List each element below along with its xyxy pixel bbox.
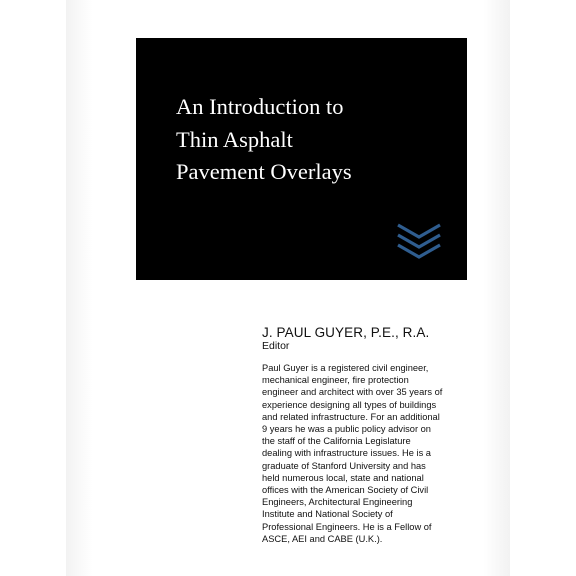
chevrons-down-icon xyxy=(396,222,442,262)
bio-line: Engineers, Architectural Engineering xyxy=(262,497,413,508)
title-line: An Introduction to xyxy=(176,94,344,119)
title-line: Thin Asphalt xyxy=(176,126,293,152)
title-block xyxy=(136,38,467,280)
bio-line: dealing with infrastructure issues. He is a xyxy=(262,448,431,459)
bio-line: Institute and National Society of xyxy=(262,509,393,520)
title-line: Pavement Overlays xyxy=(176,159,352,184)
bio-line: ASCE, AEI and CABE (U.K.). xyxy=(262,533,383,544)
bio-line: Professional Engineers. He is a Fellow of xyxy=(262,521,432,532)
bio-line: graduate of Stanford University and has xyxy=(262,460,426,471)
bio-line: and related infrastructure. For an additional xyxy=(262,411,440,422)
bio-line: offices with the American Society of Civil xyxy=(262,485,429,496)
author-block xyxy=(262,325,502,353)
bio-line: 9 years he was a public policy advisor on xyxy=(262,424,431,435)
bio-line: experience designing all types of buildings xyxy=(262,399,437,410)
bio-line: Paul Guyer is a registered civil engineer, xyxy=(262,363,429,373)
author-name: J. PAUL GUYER, P.E., R.A. xyxy=(262,325,430,340)
book-title xyxy=(176,91,456,189)
author-role: Editor xyxy=(262,340,290,352)
bio-line: held numerous local, state and national xyxy=(262,472,424,483)
bio-line: mechanical engineer, fire protection xyxy=(262,375,409,386)
bio-line: the staff of the California Legislature xyxy=(262,436,411,447)
bio-line: engineer and architect with over 35 years of xyxy=(262,387,443,398)
author-bio xyxy=(262,362,502,545)
